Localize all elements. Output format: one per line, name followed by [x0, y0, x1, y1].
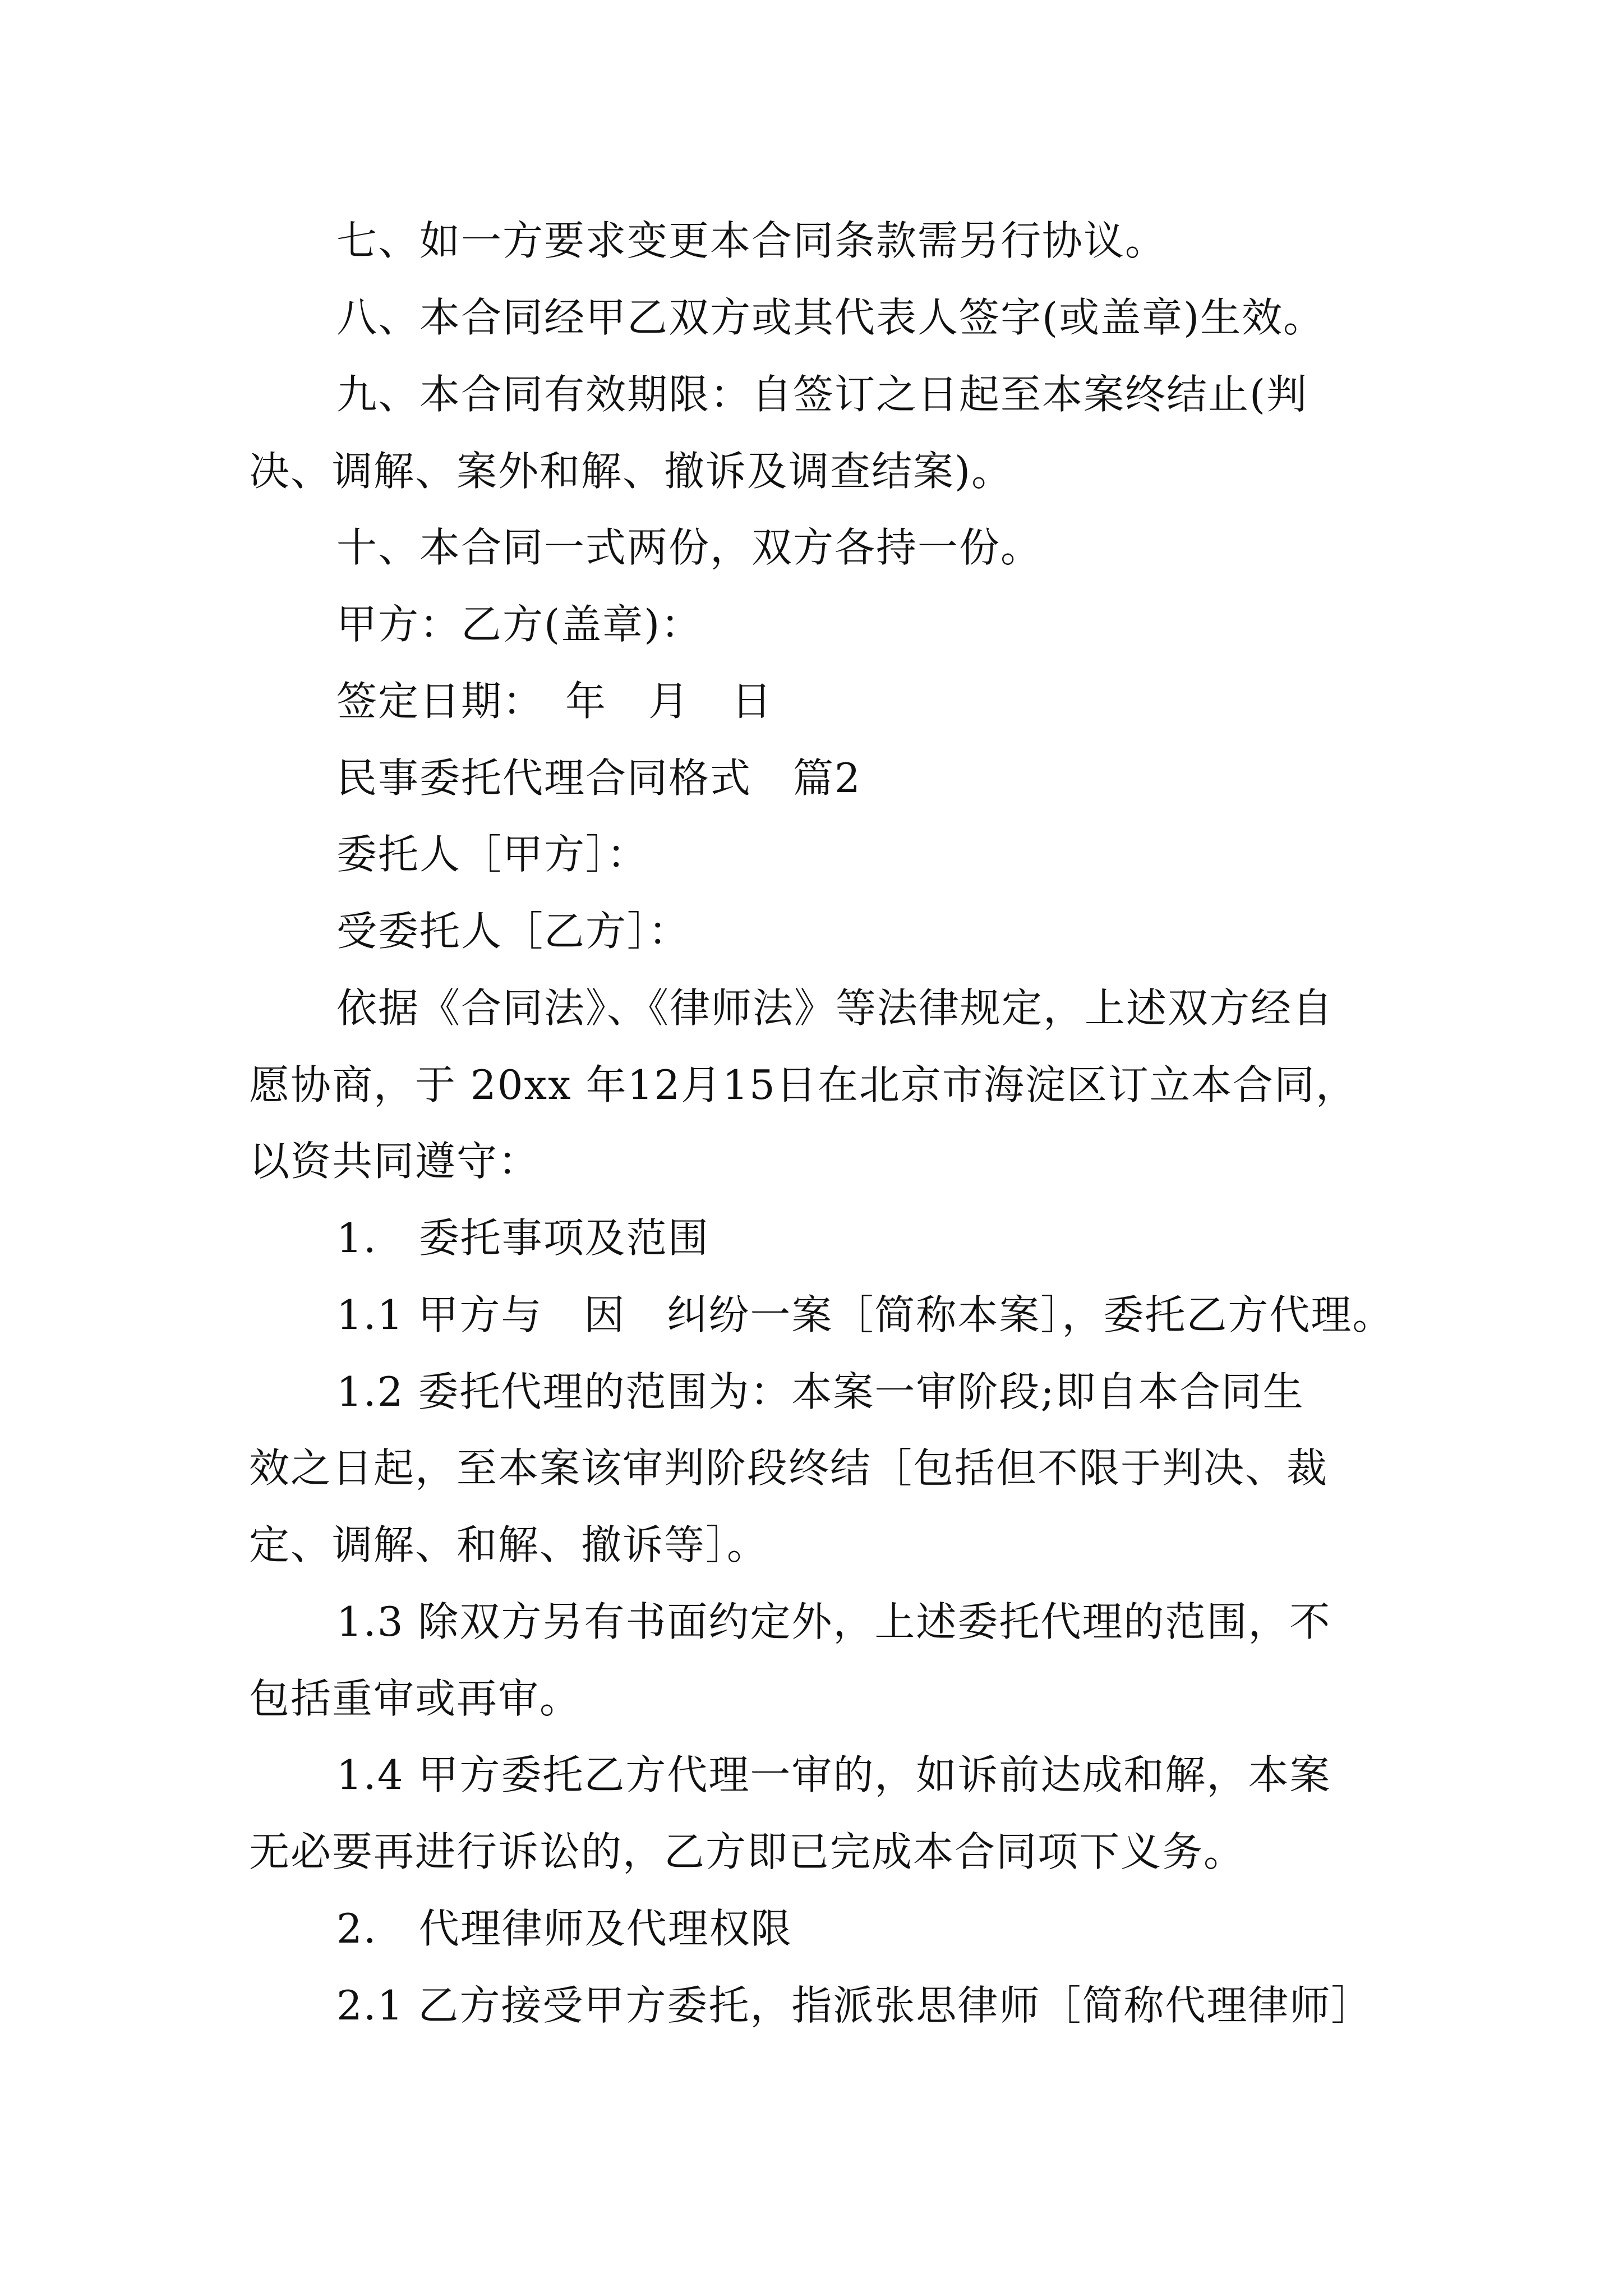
clause-1-4: 1.4 甲方委托乙方代理一审的，如诉前达成和解，本案 — [336, 1751, 1331, 1798]
clause-1-4-continued: 无必要再进行诉讼的，乙方即已完成本合同项下义务。 — [249, 1828, 1246, 1875]
preamble-continued: 愿协商，于 20xx 年12月15日在北京市海淀区订立本合同， — [249, 1061, 1357, 1108]
heading-1: 1. 委托事项及范围 — [336, 1214, 709, 1262]
clause-2-1: 2.1 乙方接受甲方委托，指派张思律师［简称代理律师］ — [336, 1982, 1373, 2029]
signing-date: 签定日期： 年 月 日 — [336, 678, 773, 725]
clause-1-3: 1.3 除双方另有书面约定外，上述委托代理的范围，不 — [336, 1598, 1331, 1645]
clause-9-continued: 决、调解、案外和解、撤诉及调查结案)。 — [249, 448, 1013, 495]
preamble-end: 以资共同遵守： — [249, 1138, 540, 1185]
clause-1-2-continued: 效之日起，至本案该审判阶段终结［包括但不限于判决、裁 — [249, 1444, 1329, 1492]
clause-9: 九、本合同有效期限：自签订之日起至本案终结止(判 — [336, 371, 1308, 418]
preamble: 依据《合同法》、《律师法》等法律规定，上述双方经自 — [336, 984, 1334, 1032]
section-title: 民事委托代理合同格式 篇2 — [336, 754, 861, 802]
clause-1-1: 1.1 甲方与 因 纠纷一案［简称本案］，委托乙方代理。 — [336, 1291, 1394, 1338]
clause-7: 七、如一方要求变更本合同条款需另行协议。 — [336, 217, 1167, 264]
clause-1-2: 1.2 委托代理的范围为：本案一审阶段;即自本合同生 — [336, 1368, 1304, 1415]
principal-party-a: 委托人［甲方］： — [336, 831, 649, 878]
clause-10: 十、本合同一式两份，双方各持一份。 — [336, 524, 1043, 571]
agent-party-b: 受委托人［乙方］： — [336, 908, 690, 955]
clause-1-3-continued: 包括重审或再审。 — [249, 1675, 582, 1722]
clause-8: 八、本合同经甲乙双方或其代表人签字(或盖章)生效。 — [336, 294, 1325, 341]
signature-parties: 甲方：乙方(盖章)： — [336, 601, 703, 648]
heading-2: 2. 代理律师及代理权限 — [336, 1905, 792, 1952]
clause-1-2-end: 定、调解、和解、撤诉等］。 — [249, 1521, 769, 1568]
